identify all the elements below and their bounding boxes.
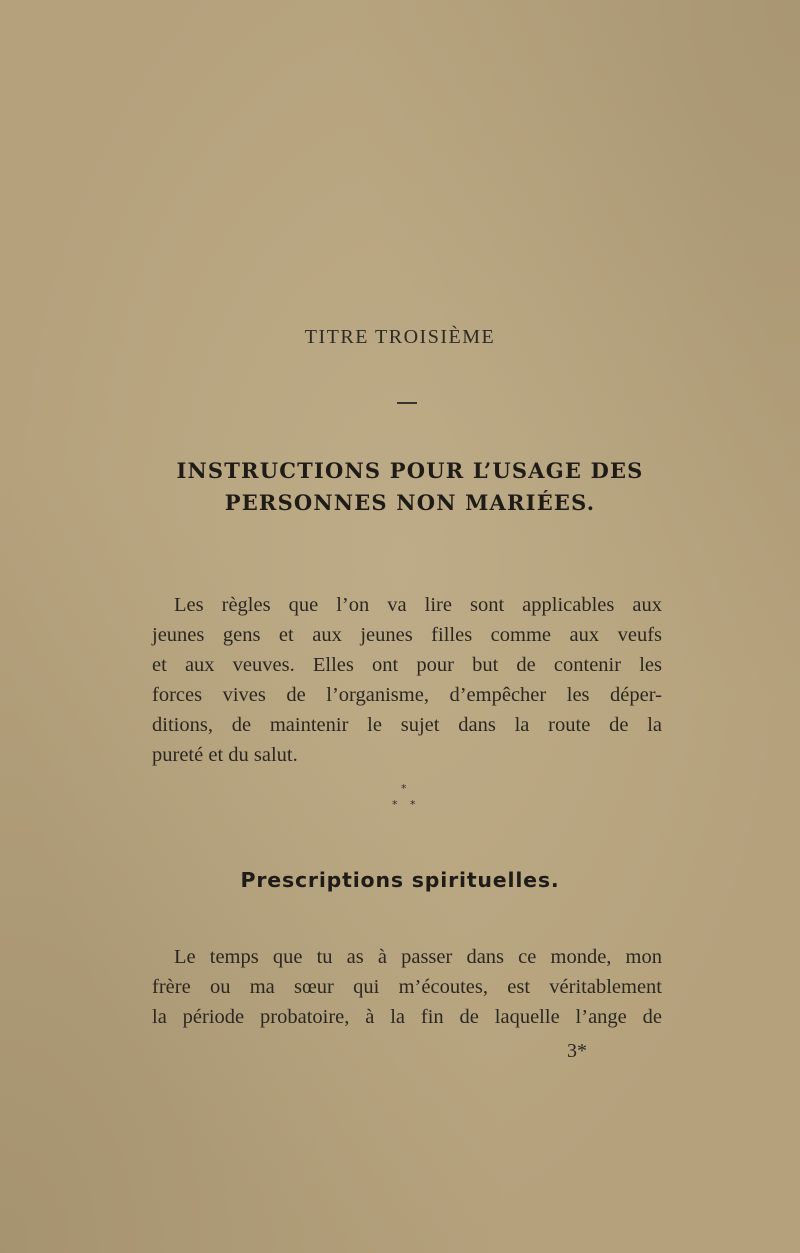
title-rule bbox=[397, 402, 417, 404]
paragraph-line: la période probatoire, à la fin de laquelle l’ange de bbox=[152, 1006, 662, 1028]
asterisk: * bbox=[401, 782, 407, 795]
paragraph-line: et aux veuves. Elles ont pour but de contenir les bbox=[152, 654, 662, 676]
chapter-heading-line-2: PERSONNES NON MARIÉES. bbox=[224, 490, 596, 515]
asterisk: * bbox=[392, 798, 398, 811]
paragraph-line: forces vives de l’organisme, d’empêcher les déper- bbox=[152, 684, 662, 706]
signature-mark: 3* bbox=[567, 1040, 587, 1062]
paragraph-line: pureté et du salut. bbox=[152, 744, 298, 766]
paragraph-line: frère ou ma sœur qui m’écoutes, est véritablement bbox=[152, 976, 662, 998]
paragraph-line: Les règles que l’on va lire sont applicables aux bbox=[174, 594, 662, 616]
chapter-heading-line-1: INSTRUCTIONS POUR L’USAGE DES bbox=[176, 458, 644, 483]
paragraph-line: Le temps que tu as à passer dans ce monde, mon bbox=[174, 946, 662, 968]
paragraph-line: jeunes gens et aux jeunes filles comme aux veufs bbox=[152, 624, 662, 646]
asterism-separator bbox=[380, 782, 430, 822]
paragraph-line: ditions, de maintenir le sujet dans la route de la bbox=[152, 714, 662, 736]
part-title: TITRE TROISIÈME bbox=[304, 326, 496, 348]
asterisk: * bbox=[410, 798, 416, 811]
section-heading: Prescriptions spirituelles. bbox=[240, 868, 560, 892]
